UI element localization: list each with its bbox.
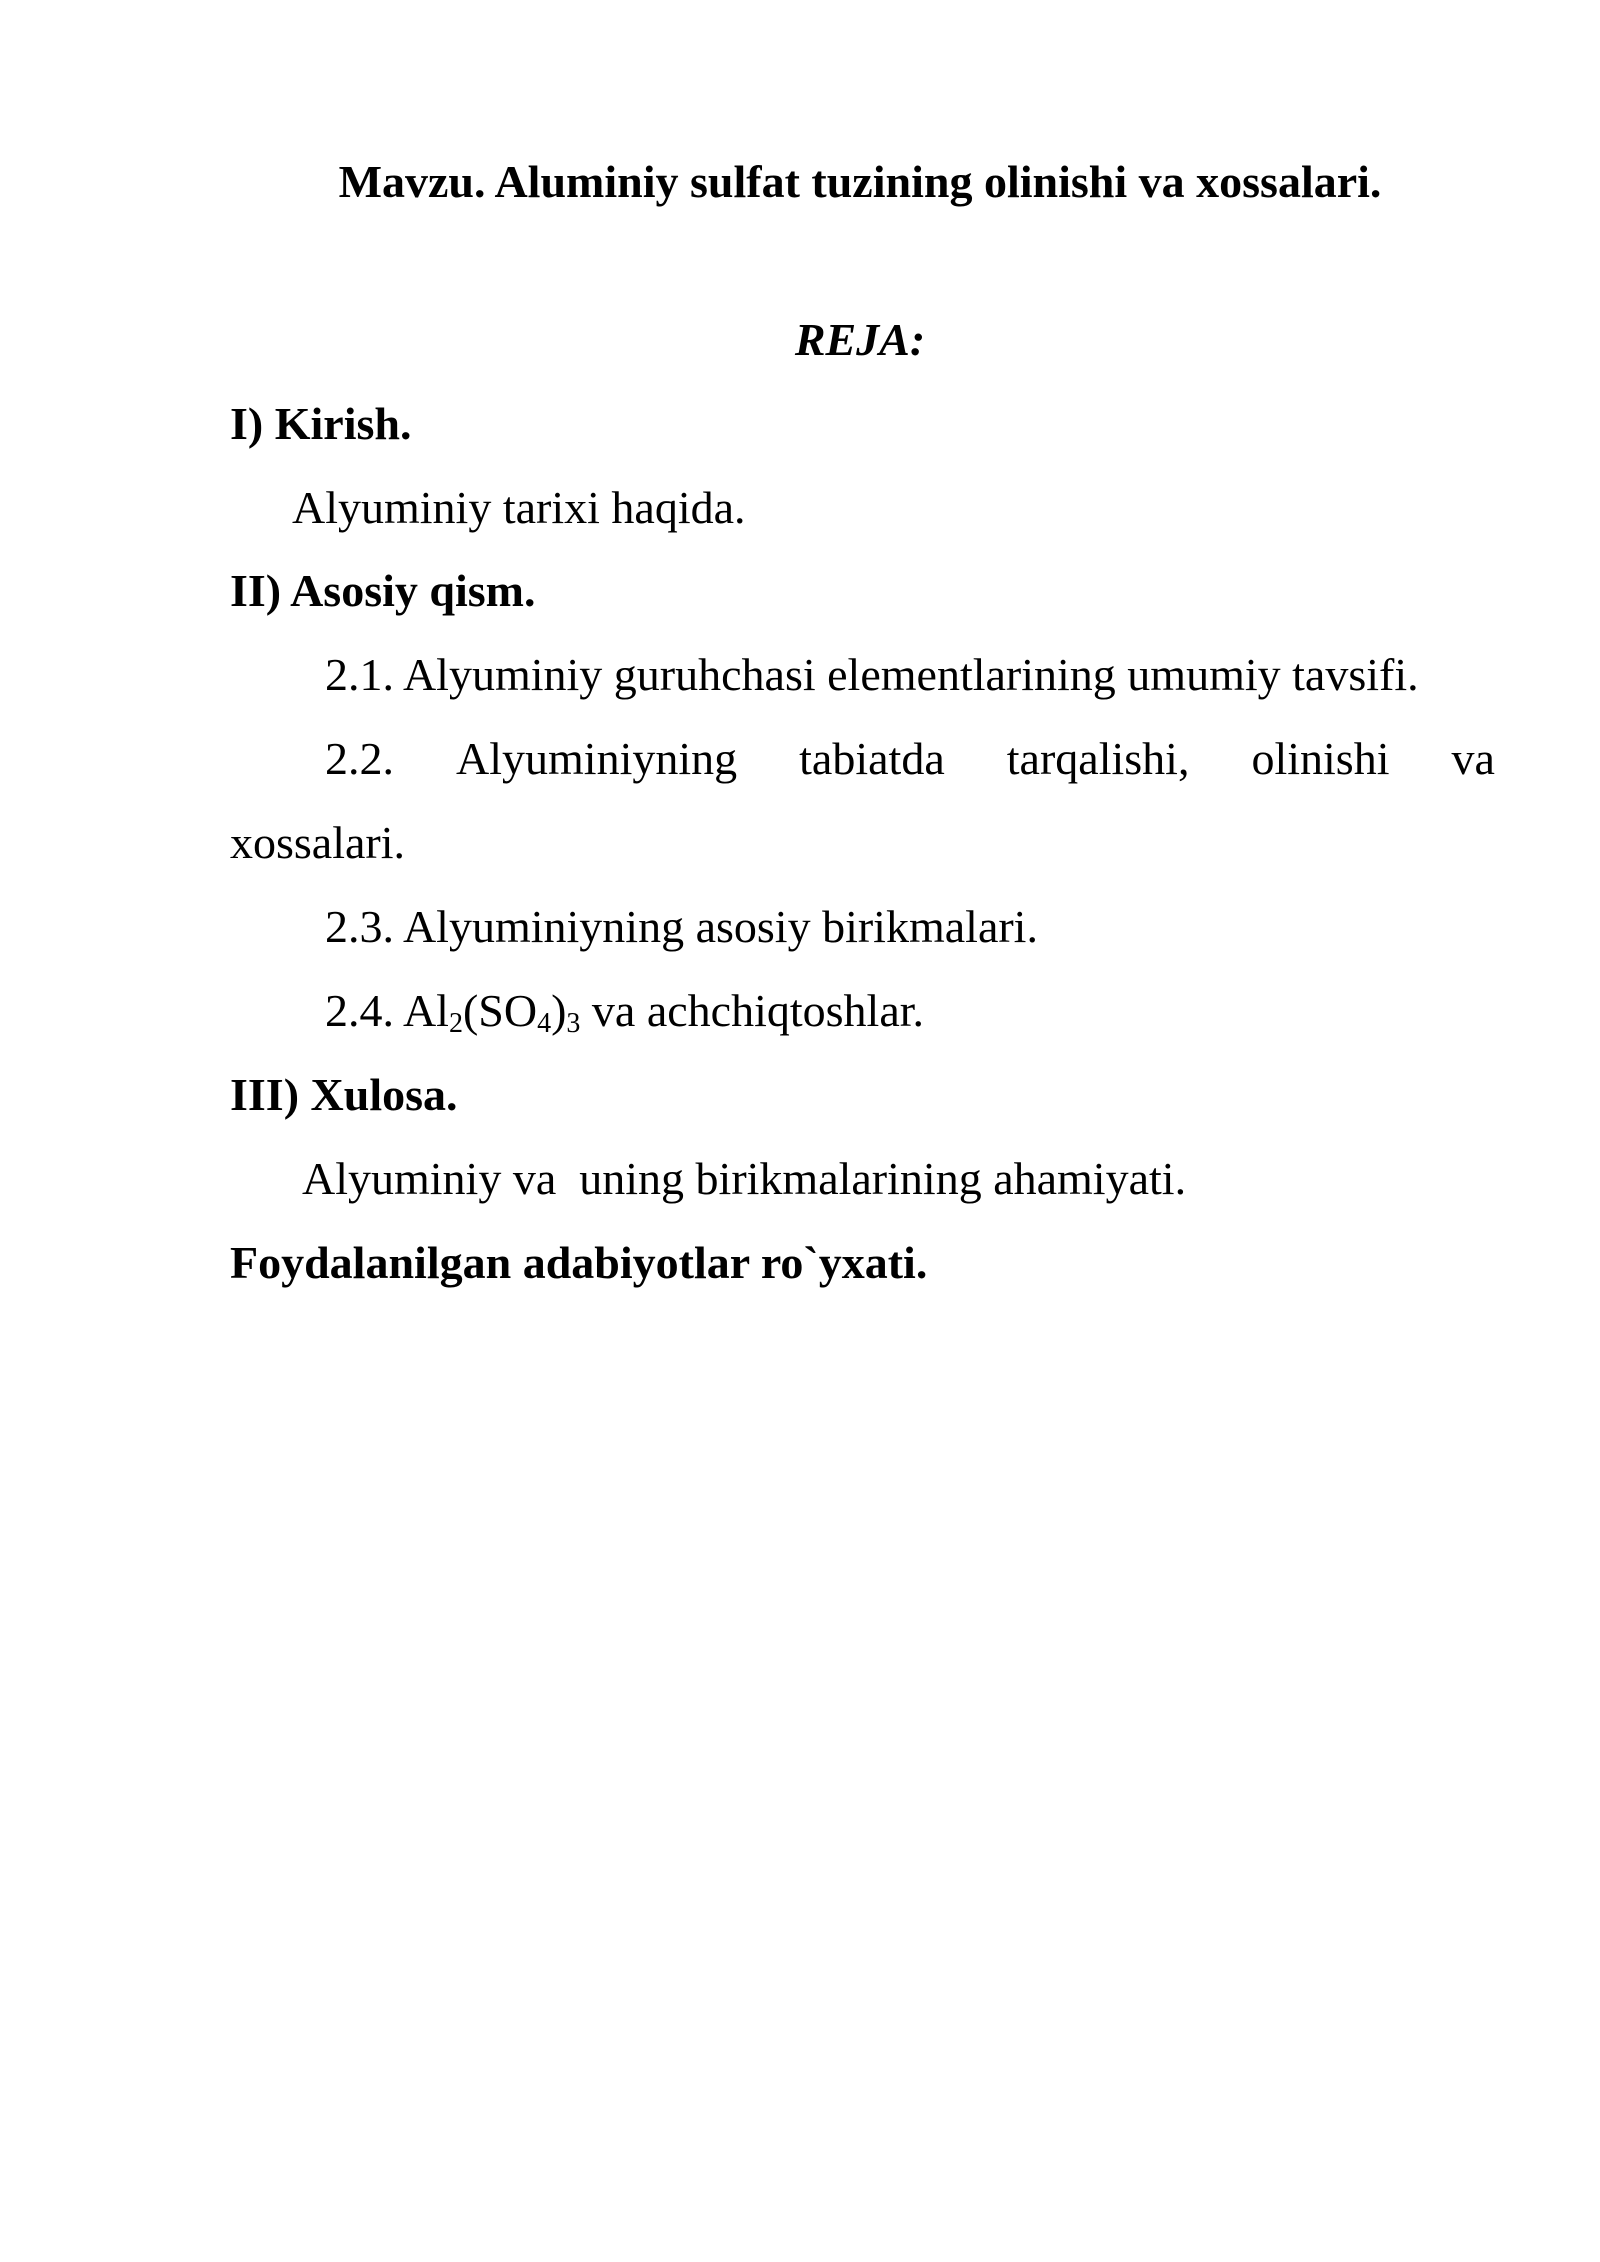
item-2-word: Alyuminiyning (456, 733, 738, 784)
item-2-word: va (1451, 733, 1495, 784)
section-3-item: Alyuminiy va uning birikmalarining ahamiyati. (302, 1153, 1187, 1204)
formula-suffix: va achchiqtoshlar. (580, 985, 925, 1036)
formula-prefix: 2.4. Al (325, 985, 449, 1036)
section-1-item: Alyuminiy tarixi haqida. (292, 482, 746, 533)
plan-heading: REJA: (794, 314, 926, 365)
formula-subscript: 2 (448, 1008, 463, 1039)
section-2-heading: II) Asosiy qism. (230, 565, 536, 616)
item-2-word: olinishi (1251, 733, 1390, 784)
formula-part: (SO (462, 985, 538, 1036)
section-2-item-4 (325, 983, 924, 1039)
section-1-heading: I) Kirish. (230, 398, 412, 449)
references-heading: Foydalanilgan adabiyotlar ro`yxati. (230, 1237, 928, 1288)
section-2-item-2 (325, 731, 1495, 787)
section-2-item-1: 2.1. Alyuminiy guruhchasi elementlarining umumiy tavsifi. (325, 649, 1419, 700)
page-title: Mavzu. Aluminiy sulfat tuzining olinishi va xossalari. (338, 156, 1382, 207)
item-2-word: tabiatda (799, 733, 945, 784)
formula-subscript: 4 (537, 1008, 552, 1039)
formula-subscript: 3 (566, 1008, 581, 1039)
section-3-heading: III) Xulosa. (230, 1069, 458, 1120)
item-2-word: tarqalishi, (1006, 733, 1190, 784)
item-2-word: 2.2. (325, 733, 394, 784)
section-2-item-3: 2.3. Alyuminiyning asosiy birikmalari. (325, 901, 1038, 952)
formula-part: ) (551, 985, 567, 1036)
section-2-item-2-continuation: xossalari. (230, 817, 406, 868)
